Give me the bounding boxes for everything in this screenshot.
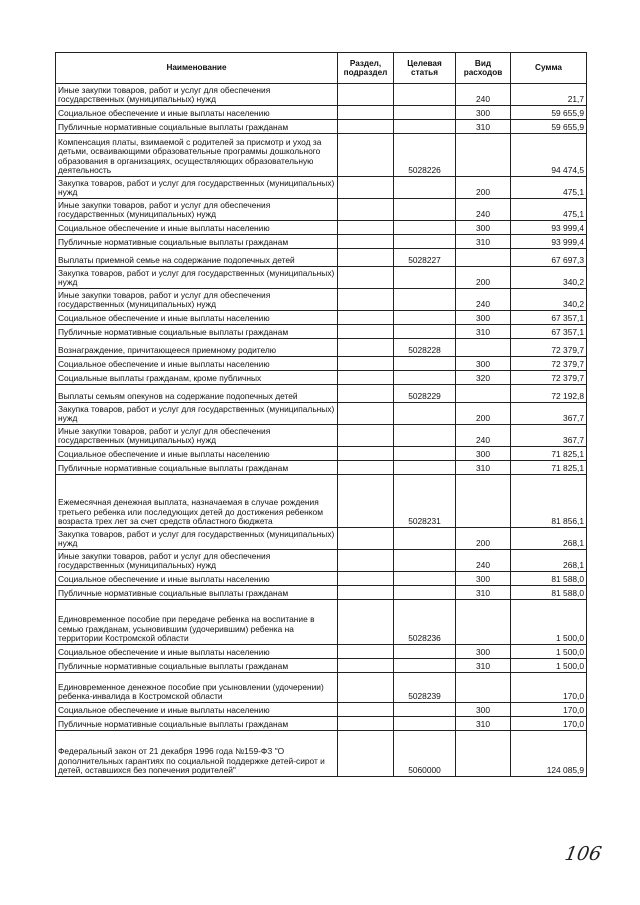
row-amount: 59 655,9 (511, 106, 587, 120)
row-section (338, 717, 394, 731)
row-expense-type: 310 (456, 120, 511, 134)
row-expense-type: 310 (456, 235, 511, 249)
row-section (338, 325, 394, 339)
row-expense-type: 310 (456, 586, 511, 600)
row-target-article: 5028239 (394, 673, 456, 703)
row-name: Иные закупки товаров, работ и услуг для обеспечения государственных (муниципальных) нужд (56, 550, 338, 572)
row-expense-type: 240 (456, 84, 511, 106)
row-name: Социальное обеспечение и иные выплаты населению (56, 645, 338, 659)
row-expense-type: 200 (456, 267, 511, 289)
row-name: Социальное обеспечение и иные выплаты населению (56, 357, 338, 371)
row-section (338, 357, 394, 371)
row-target-article: 5028236 (394, 600, 456, 645)
row-amount: 170,0 (511, 703, 587, 717)
row-amount: 475,1 (511, 199, 587, 221)
row-target-article (394, 177, 456, 199)
row-target-article (394, 289, 456, 311)
table-row (56, 134, 587, 177)
table-row (56, 586, 587, 600)
row-name: Закупка товаров, работ и услуг для государственных (муниципальных) нужд (56, 177, 338, 199)
table-row (56, 600, 587, 645)
row-section (338, 572, 394, 586)
row-amount: 21,7 (511, 84, 587, 106)
row-section (338, 447, 394, 461)
row-amount: 81 588,0 (511, 572, 587, 586)
row-name: Социальное обеспечение и иные выплаты населению (56, 106, 338, 120)
row-name: Иные закупки товаров, работ и услуг для обеспечения государственных (муниципальных) нужд (56, 199, 338, 221)
row-section (338, 731, 394, 777)
row-name: Компенсация платы, взимаемой с родителей за присмотр и уход за детьми, осваивающими образовательные программы дошкольного образования в организациях, осуществляющих образовательную деятельность (56, 134, 338, 177)
table-row (56, 339, 587, 357)
row-target-article: 5060000 (394, 731, 456, 777)
row-target-article (394, 235, 456, 249)
table-row (56, 461, 587, 475)
table-row (56, 673, 587, 703)
header-section: Раздел, подраздел (338, 53, 394, 84)
row-name: Социальное обеспечение и иные выплаты населению (56, 703, 338, 717)
row-name: Публичные нормативные социальные выплаты гражданам (56, 461, 338, 475)
row-target-article (394, 717, 456, 731)
row-target-article (394, 461, 456, 475)
row-name: Социальные выплаты гражданам, кроме публичных (56, 371, 338, 385)
row-section (338, 703, 394, 717)
table-row (56, 528, 587, 550)
table-row (56, 267, 587, 289)
row-expense-type (456, 600, 511, 645)
table-row (56, 84, 587, 106)
table-row (56, 425, 587, 447)
row-name: Федеральный закон от 21 декабря 1996 года №159-ФЗ "О дополнительных гарантиях по социальной поддержке детей-сирот и детей, оставшихся без попечения родителей" (56, 731, 338, 777)
table-row (56, 235, 587, 249)
row-section (338, 550, 394, 572)
row-target-article (394, 84, 456, 106)
table-row (56, 447, 587, 461)
row-name: Иные закупки товаров, работ и услуг для обеспечения государственных (муниципальных) нужд (56, 289, 338, 311)
row-target-article (394, 572, 456, 586)
row-amount: 367,7 (511, 425, 587, 447)
row-target-article (394, 371, 456, 385)
row-section (338, 134, 394, 177)
row-name: Публичные нормативные социальные выплаты гражданам (56, 659, 338, 673)
row-expense-type: 310 (456, 461, 511, 475)
row-target-article (394, 199, 456, 221)
row-section (338, 289, 394, 311)
row-name: Социальное обеспечение и иные выплаты населению (56, 572, 338, 586)
row-target-article (394, 447, 456, 461)
row-name: Социальное обеспечение и иные выплаты населению (56, 447, 338, 461)
table-row (56, 703, 587, 717)
row-name: Социальное обеспечение и иные выплаты населению (56, 311, 338, 325)
row-expense-type: 310 (456, 325, 511, 339)
table-row (56, 177, 587, 199)
row-target-article (394, 645, 456, 659)
table-row (56, 221, 587, 235)
row-section (338, 659, 394, 673)
row-section (338, 528, 394, 550)
row-section (338, 221, 394, 235)
row-target-article: 5028228 (394, 339, 456, 357)
row-section (338, 645, 394, 659)
row-section (338, 267, 394, 289)
row-expense-type: 300 (456, 703, 511, 717)
page-number: 106 (563, 843, 604, 865)
row-expense-type (456, 249, 511, 267)
row-target-article (394, 586, 456, 600)
row-amount: 124 085,9 (511, 731, 587, 777)
row-target-article (394, 120, 456, 134)
row-expense-type: 300 (456, 357, 511, 371)
table-row (56, 357, 587, 371)
row-section (338, 673, 394, 703)
row-amount: 94 474,5 (511, 134, 587, 177)
row-target-article (394, 267, 456, 289)
row-section (338, 235, 394, 249)
row-target-article (394, 659, 456, 673)
row-amount: 67 357,1 (511, 325, 587, 339)
row-name: Закупка товаров, работ и услуг для государственных (муниципальных) нужд (56, 267, 338, 289)
table-row (56, 371, 587, 385)
row-expense-type: 200 (456, 403, 511, 425)
table-body (56, 84, 587, 777)
row-name: Публичные нормативные социальные выплаты гражданам (56, 235, 338, 249)
row-amount: 367,7 (511, 403, 587, 425)
budget-table (55, 52, 587, 777)
row-section (338, 199, 394, 221)
row-amount: 1 500,0 (511, 600, 587, 645)
row-amount: 170,0 (511, 673, 587, 703)
row-target-article (394, 357, 456, 371)
row-target-article (394, 221, 456, 235)
row-target-article: 5028226 (394, 134, 456, 177)
row-section (338, 84, 394, 106)
row-expense-type: 200 (456, 177, 511, 199)
row-expense-type: 240 (456, 199, 511, 221)
row-name: Закупка товаров, работ и услуг для государственных (муниципальных) нужд (56, 403, 338, 425)
row-expense-type: 300 (456, 447, 511, 461)
row-section (338, 249, 394, 267)
row-section (338, 403, 394, 425)
row-target-article: 5028231 (394, 475, 456, 528)
row-section (338, 385, 394, 403)
row-section (338, 106, 394, 120)
row-expense-type (456, 673, 511, 703)
row-target-article (394, 106, 456, 120)
row-section (338, 600, 394, 645)
row-name: Единовременное денежное пособие при усыновлении (удочерении) ребенка-инвалида в Костромской области (56, 673, 338, 703)
row-name: Публичные нормативные социальные выплаты гражданам (56, 586, 338, 600)
table-row (56, 325, 587, 339)
row-section (338, 461, 394, 475)
row-target-article (394, 550, 456, 572)
row-amount: 93 999,4 (511, 235, 587, 249)
row-name: Ежемесячная денежная выплата, назначаемая в случае рождения третьего ребенка или последующих детей до достижения ребенком возраста трех лет за счет средств областного бюджета (56, 475, 338, 528)
row-section (338, 475, 394, 528)
row-target-article (394, 528, 456, 550)
row-expense-type: 300 (456, 221, 511, 235)
table-row (56, 731, 587, 777)
row-target-article (394, 425, 456, 447)
row-name: Выплаты семьям опекунов на содержание подопечных детей (56, 385, 338, 403)
header-name: Наименование (56, 53, 338, 84)
row-section (338, 586, 394, 600)
row-expense-type: 240 (456, 289, 511, 311)
table-row (56, 385, 587, 403)
row-target-article (394, 703, 456, 717)
row-amount: 81 588,0 (511, 586, 587, 600)
row-amount: 71 825,1 (511, 447, 587, 461)
table-row (56, 572, 587, 586)
row-expense-type: 240 (456, 550, 511, 572)
row-expense-type: 200 (456, 528, 511, 550)
table-row (56, 475, 587, 528)
row-expense-type: 240 (456, 425, 511, 447)
table-row (56, 403, 587, 425)
header-target: Целевая статья (394, 53, 456, 84)
row-expense-type: 300 (456, 645, 511, 659)
row-amount: 93 999,4 (511, 221, 587, 235)
table-row (56, 106, 587, 120)
row-amount: 72 379,7 (511, 357, 587, 371)
row-amount: 67 697,3 (511, 249, 587, 267)
row-amount: 67 357,1 (511, 311, 587, 325)
row-name: Социальное обеспечение и иные выплаты населению (56, 221, 338, 235)
row-name: Иные закупки товаров, работ и услуг для обеспечения государственных (муниципальных) нужд (56, 84, 338, 106)
row-expense-type: 300 (456, 572, 511, 586)
row-amount: 1 500,0 (511, 645, 587, 659)
table-row (56, 120, 587, 134)
row-target-article: 5028227 (394, 249, 456, 267)
table-row (56, 717, 587, 731)
row-expense-type (456, 134, 511, 177)
row-expense-type: 310 (456, 659, 511, 673)
row-amount: 71 825,1 (511, 461, 587, 475)
row-name: Публичные нормативные социальные выплаты гражданам (56, 120, 338, 134)
table-row (56, 550, 587, 572)
row-expense-type (456, 731, 511, 777)
row-name: Единовременное пособие при передаче ребенка на воспитание в семью гражданам, усыновившим (удочерившим) ребенка на территории Костромской области (56, 600, 338, 645)
table-row (56, 659, 587, 673)
row-amount: 59 655,9 (511, 120, 587, 134)
table-row (56, 645, 587, 659)
row-expense-type: 310 (456, 717, 511, 731)
row-name: Закупка товаров, работ и услуг для государственных (муниципальных) нужд (56, 528, 338, 550)
row-amount: 72 379,7 (511, 339, 587, 357)
header-expense: Вид расходов (456, 53, 511, 84)
row-amount: 81 856,1 (511, 475, 587, 528)
row-target-article (394, 311, 456, 325)
row-expense-type: 300 (456, 106, 511, 120)
row-name: Выплаты приемной семье на содержание подопечных детей (56, 249, 338, 267)
row-name: Вознаграждение, причитающееся приемному родителю (56, 339, 338, 357)
table-row (56, 289, 587, 311)
header-amount: Сумма (511, 53, 587, 84)
row-amount: 170,0 (511, 717, 587, 731)
row-expense-type (456, 339, 511, 357)
row-section (338, 311, 394, 325)
row-amount: 268,1 (511, 550, 587, 572)
table-row (56, 249, 587, 267)
row-name: Публичные нормативные социальные выплаты гражданам (56, 717, 338, 731)
row-amount: 268,1 (511, 528, 587, 550)
row-amount: 72 192,8 (511, 385, 587, 403)
row-name: Публичные нормативные социальные выплаты гражданам (56, 325, 338, 339)
table-row (56, 199, 587, 221)
row-target-article (394, 325, 456, 339)
row-expense-type (456, 385, 511, 403)
row-expense-type: 320 (456, 371, 511, 385)
row-amount: 340,2 (511, 289, 587, 311)
row-expense-type (456, 475, 511, 528)
row-section (338, 177, 394, 199)
row-section (338, 425, 394, 447)
row-expense-type: 300 (456, 311, 511, 325)
row-section (338, 371, 394, 385)
row-section (338, 339, 394, 357)
row-target-article: 5028229 (394, 385, 456, 403)
row-amount: 475,1 (511, 177, 587, 199)
row-target-article (394, 403, 456, 425)
header-row (56, 53, 587, 84)
row-amount: 340,2 (511, 267, 587, 289)
table-row (56, 311, 587, 325)
row-section (338, 120, 394, 134)
row-amount: 72 379,7 (511, 371, 587, 385)
row-amount: 1 500,0 (511, 659, 587, 673)
row-name: Иные закупки товаров, работ и услуг для обеспечения государственных (муниципальных) нужд (56, 425, 338, 447)
